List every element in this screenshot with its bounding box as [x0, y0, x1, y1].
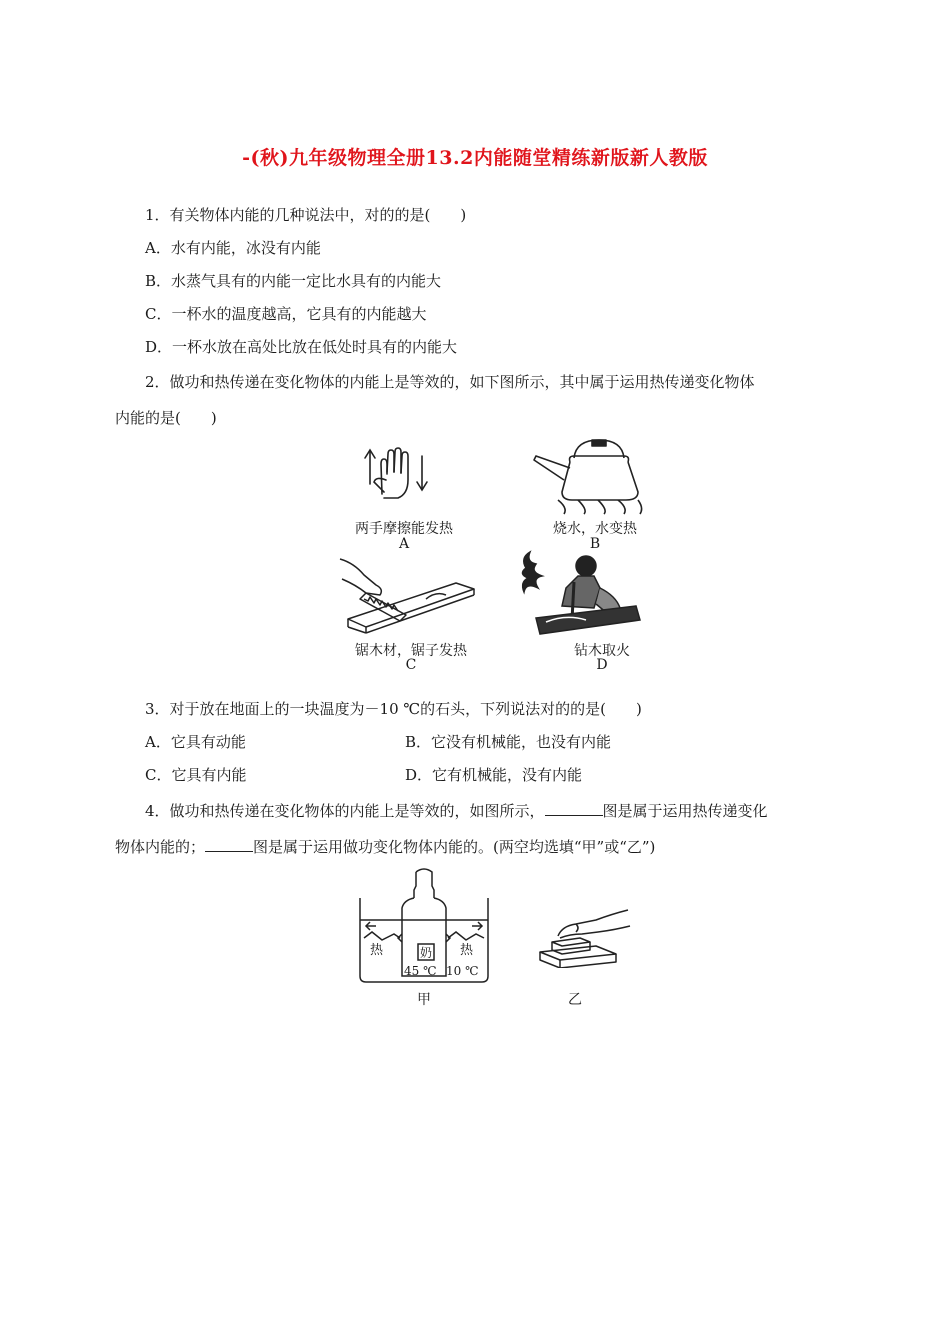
- figure-a-caption: 两手摩擦能发热: [355, 521, 453, 537]
- figure-d-caption: 钻木取火: [574, 643, 630, 659]
- figure-b-letter: B: [589, 536, 601, 552]
- figure-jia-label: 甲: [417, 992, 431, 1008]
- q2-stem-line2: 内能的是( ): [115, 409, 217, 427]
- q1-option-b: B．水蒸气具有的内能一定比水具有的内能大: [145, 272, 442, 290]
- drill-fire-icon: [516, 548, 646, 638]
- q1-option-d: D．一杯水放在高处比放在低处时具有的内能大: [145, 338, 458, 356]
- saw-wood-icon: [336, 555, 476, 635]
- q4-line1-start: 4．做功和热传递在变化物体的内能上是等效的，如图所示，: [145, 802, 545, 820]
- q4-blank-1[interactable]: [545, 799, 603, 816]
- rubbing-block-icon: [536, 906, 632, 968]
- q3-option-d: D．它有机械能，没有内能: [405, 766, 583, 784]
- heat-label-right: 热: [460, 943, 474, 958]
- figure-jia: [358, 868, 490, 986]
- q2-stem-line1: 2．做功和热传递在变化物体的内能上是等效的，如下图所示，其中属于运用热传递变化物体: [145, 373, 755, 391]
- figure-a-letter: A: [398, 536, 410, 552]
- q1-option-a: A．水有内能，冰没有内能: [145, 239, 321, 257]
- q4-line2-start: 物体内能的；: [115, 838, 206, 856]
- figure-d-letter: D: [596, 657, 608, 673]
- q4-line1: [145, 799, 768, 821]
- figure-c-caption: 锯木材，锯子发热: [355, 643, 467, 659]
- figure-c-letter: C: [405, 657, 417, 673]
- q3-option-a: A．它具有动能: [145, 733, 246, 751]
- document-title: -(秋)九年级物理全册13.2内能随堂精练新版新人教版: [242, 147, 708, 169]
- q3-option-b: B．它没有机械能，也没有内能: [405, 733, 612, 751]
- rubbing-hands-icon: [362, 444, 432, 504]
- q3-option-c: C．它具有内能: [145, 766, 247, 784]
- q3-stem: 3．对于放在地面上的一块温度为－10 ℃的石头，下列说法对的的是( ): [145, 700, 642, 718]
- q1-stem: 1．有关物体内能的几种说法中，对的的是( ): [145, 206, 467, 224]
- kettle-icon: [528, 436, 648, 516]
- q4-line1-end: 图是属于运用热传递变化: [602, 802, 768, 820]
- milk-temperature: 45 ℃: [404, 964, 437, 978]
- milk-label: 奶: [420, 946, 433, 960]
- water-temperature: 10 ℃: [446, 964, 479, 978]
- figure-b-caption: 烧水，水变热: [553, 521, 637, 537]
- figure-yi-label: 乙: [568, 992, 582, 1008]
- q1-option-c: C．一杯水的温度越高，它具有的内能越大: [145, 305, 427, 323]
- heat-label-left: 热: [370, 943, 384, 958]
- q4-line2: [115, 835, 655, 857]
- q4-line2-end: 图是属于运用做功变化物体内能的。(两空均选填“甲”或“乙”): [253, 838, 656, 856]
- q4-blank-2[interactable]: [205, 835, 253, 852]
